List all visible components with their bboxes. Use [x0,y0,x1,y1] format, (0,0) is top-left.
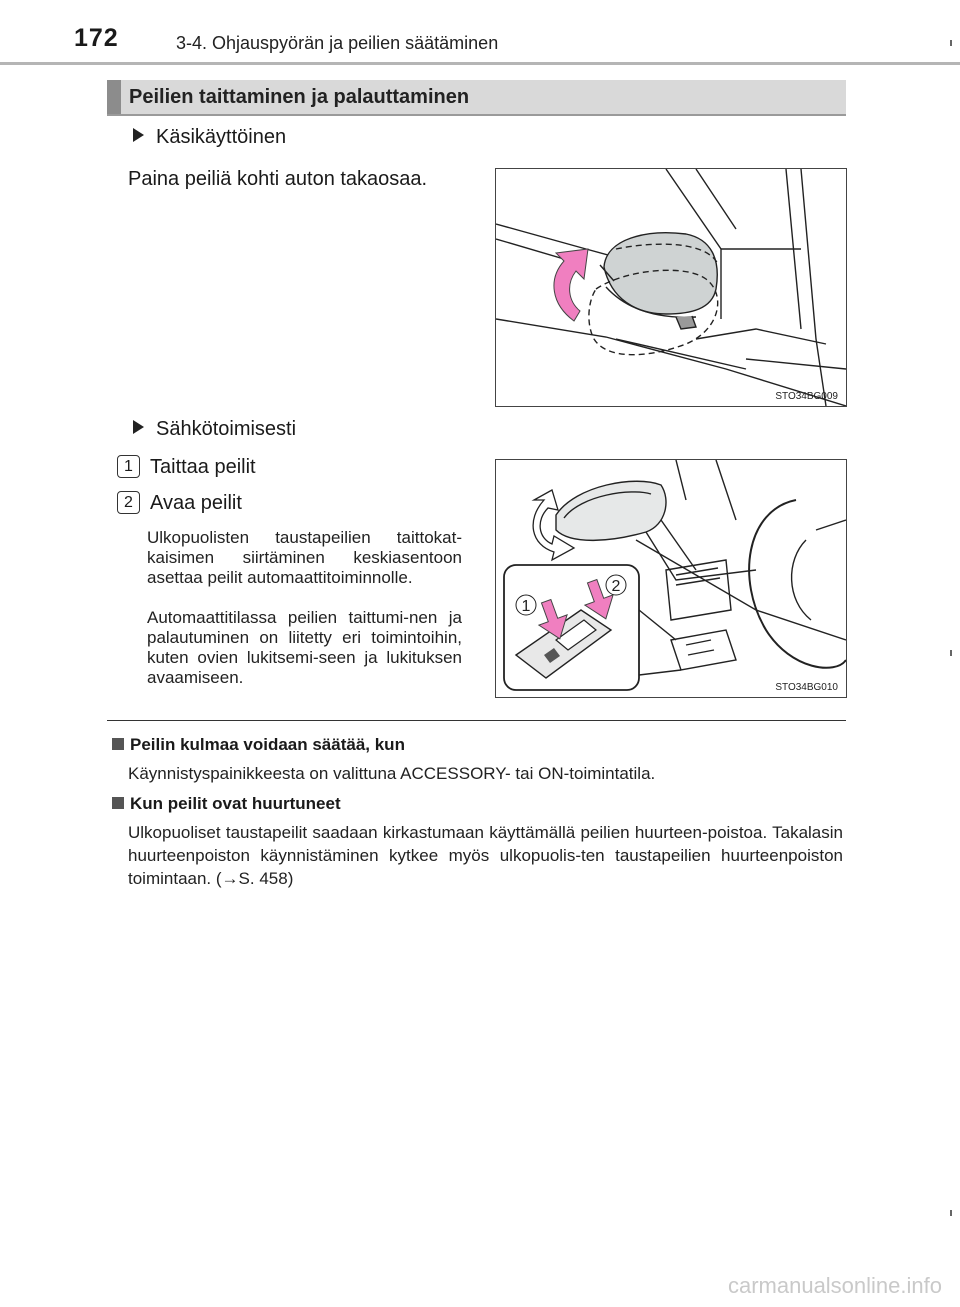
step-unfold [117,491,242,515]
edge-mark [950,40,952,46]
step-label: Taittaa peilit [150,456,256,478]
manual-instruction: Paina peiliä kohti auton takaosaa. [128,168,428,190]
manual-heading-text: Käsikäyttöinen [156,126,287,148]
watermark: carmanualsonline.info [727,1273,942,1298]
manual-heading [133,126,286,149]
section-heading-bar [107,80,846,116]
edge-mark [950,1210,952,1216]
note-title: Kun peilit ovat huurtuneet [130,794,341,813]
figure-code: STO34BG010 [775,682,838,693]
square-bullet-icon [112,797,124,809]
electric-heading-text: Sähkötoimisesti [156,418,297,440]
callout-1-label: 1 [521,598,531,615]
fold-arrow-icon [554,249,588,321]
section-title: Peilien taittaminen ja palauttaminen [129,86,470,108]
section-accent [107,80,121,114]
step-number: 1 [117,455,140,478]
triangle-bullet-icon [133,128,144,142]
switch-illustration [496,460,846,697]
triangle-bullet-icon [133,420,144,434]
header-divider [0,62,960,65]
auto-mode-details-paragraph: Automaattitilassa peilien taittumi-nen ja palautuminen on liitetty eri toimintoihin, kuten ovien lukitsemi-seen ja lukituksen avaamiseen. [147,608,462,687]
step-label: Avaa peilit [150,492,242,514]
chapter-title: 3-4. Ohjauspyörän ja peilien säätäminen [176,33,499,53]
notes-divider [107,720,846,721]
note-heading-defog [112,794,341,814]
manual-fold-illustration [496,169,846,406]
page-number: 172 [74,24,119,52]
step-number: 2 [117,491,140,514]
electric-heading [133,418,296,441]
note-body-defog: Ulkopuoliset taustapeilit saadaan kirkastumaan käyttämällä peilien huurteen-poistoa. Takalasin huurteenpoiston käynnistäminen kytkee myös ulkopuolis-ten taustapeilien huurteenpoiston toimintaan. (→S. 458) [128,823,843,888]
mirror-fold-manual-figure [495,168,847,407]
note-title: Peilin kulmaa voidaan säätää, kun [130,735,405,754]
note-body-angle: Käynnistyspainikkeesta on valittuna ACCESSORY- tai ON-toimintatila. [128,764,656,783]
callout-2-label: 2 [611,578,621,595]
edge-mark [950,650,952,656]
note-heading-angle [112,735,405,755]
step-fold [117,455,256,479]
square-bullet-icon [112,738,124,750]
mirror-fold-switch-figure [495,459,847,698]
figure-code: STO34BG009 [775,391,838,402]
auto-mode-paragraph: Ulkopuolisten taustapeilien taittokat-kaisimen siirtäminen keskiasentoon asettaa peilit automaattitoiminnolle. [147,528,462,587]
